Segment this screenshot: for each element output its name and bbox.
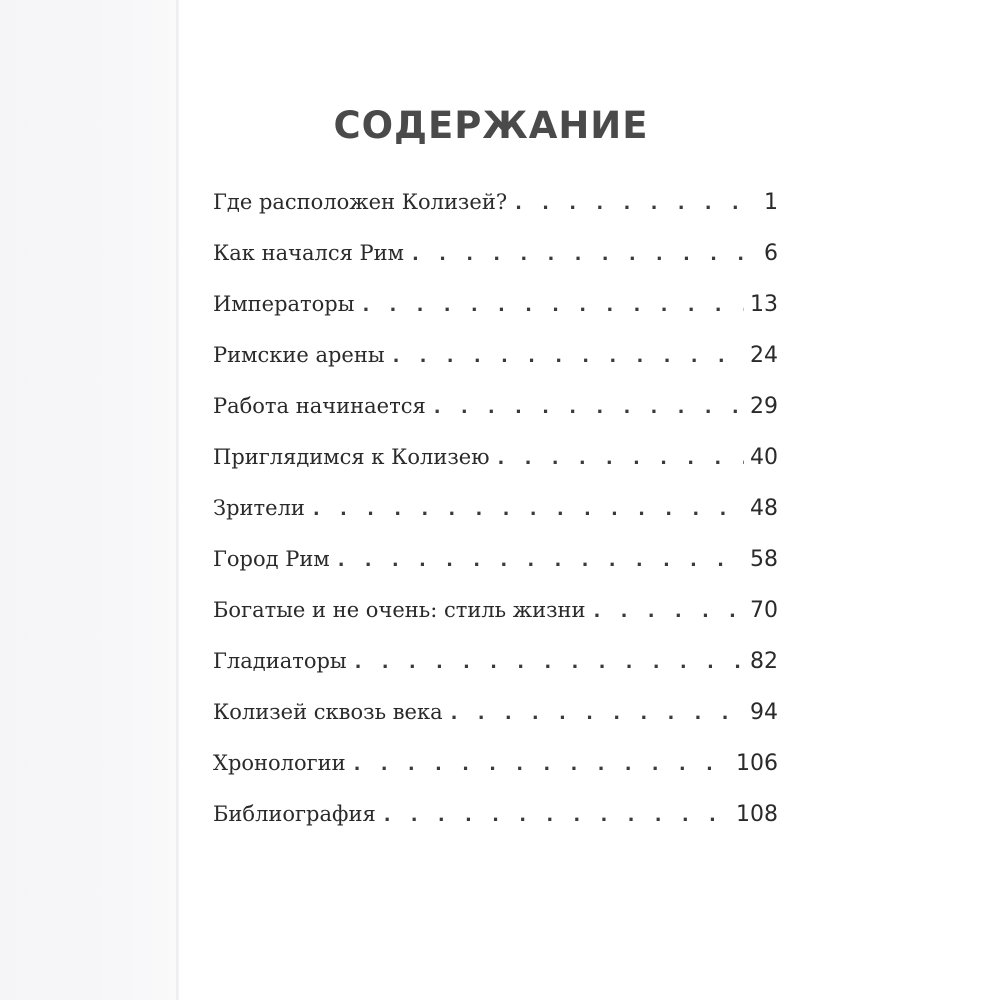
toc-entry	[213, 649, 778, 700]
toc-entry	[213, 394, 778, 445]
toc-entry	[213, 190, 778, 241]
toc-page-number: 29	[750, 394, 778, 419]
dot-leader	[393, 346, 744, 367]
toc-page-number: 94	[750, 700, 778, 725]
toc-entry	[213, 241, 778, 292]
toc-entry-title: Город Рим	[213, 547, 330, 571]
toc-entry-title: Императоры	[213, 292, 355, 316]
toc-entry-title: Приглядимся к Колизею	[213, 445, 490, 469]
toc-entry-title: Библиография	[213, 802, 376, 826]
toc-entry-title: Колизей сквозь века	[213, 700, 443, 724]
toc-entry	[213, 445, 778, 496]
toc-entry-title: Хронологии	[213, 751, 346, 775]
dot-leader	[354, 754, 730, 775]
toc-page-number: 6	[764, 241, 778, 266]
dot-leader	[338, 550, 744, 571]
toc-entry-title: Где расположен Колизей?	[213, 190, 508, 214]
toc-entry	[213, 496, 778, 547]
toc-page-number: 58	[750, 547, 778, 572]
toc-page-number: 40	[750, 445, 778, 470]
toc-page-number: 70	[750, 598, 778, 623]
dot-leader	[434, 397, 744, 418]
toc-page-number: 82	[750, 649, 778, 674]
toc-entry-title: Как начался Рим	[213, 241, 404, 265]
previous-page-margin	[0, 0, 178, 1000]
toc-entry	[213, 292, 778, 343]
toc-entry-title: Зрители	[213, 496, 305, 520]
toc-entry	[213, 700, 778, 751]
dot-leader	[362, 295, 744, 316]
dot-leader	[498, 448, 745, 469]
toc-page-number: 106	[736, 751, 778, 776]
dot-leader	[451, 703, 744, 724]
dot-leader	[412, 244, 758, 265]
dot-leader	[515, 193, 758, 214]
toc-page-number: 1	[764, 190, 778, 215]
toc-entry-title: Римские арены	[213, 343, 385, 367]
toc-entry	[213, 751, 778, 802]
toc-page-number: 13	[750, 292, 778, 317]
page-title: СОДЕРЖАНИЕ	[333, 104, 649, 147]
toc-entry	[213, 547, 778, 598]
toc-page-number: 24	[750, 343, 778, 368]
toc-entry-title: Богатые и не очень: стиль жизни	[213, 598, 586, 622]
toc-page-number: 108	[736, 802, 778, 827]
table-of-contents	[213, 190, 778, 853]
toc-entry	[213, 598, 778, 649]
dot-leader	[594, 601, 744, 622]
toc-entry-title: Работа начинается	[213, 394, 426, 418]
toc-entry-title: Гладиаторы	[213, 649, 347, 673]
dot-leader	[355, 652, 744, 673]
dot-leader	[313, 499, 744, 520]
toc-entry	[213, 343, 778, 394]
dot-leader	[384, 805, 730, 826]
toc-entry	[213, 802, 778, 853]
toc-page-number: 48	[750, 496, 778, 521]
